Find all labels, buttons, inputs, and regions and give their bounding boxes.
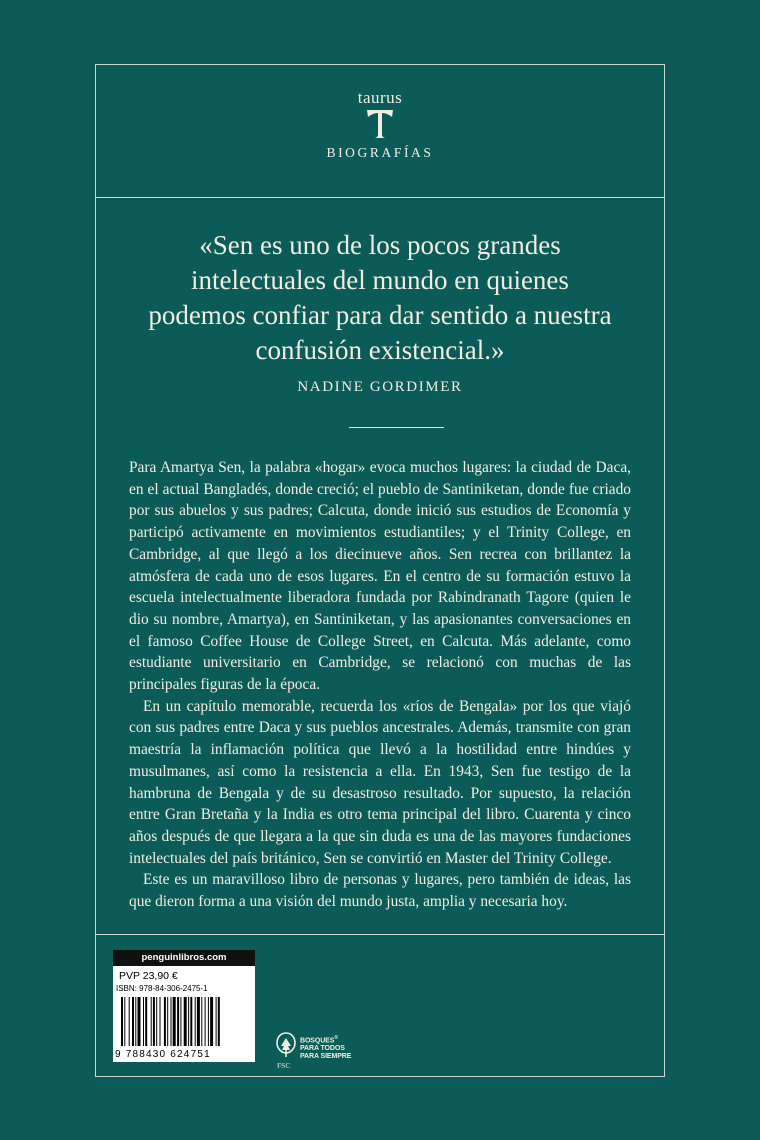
- fsc-label: FSC: [277, 1061, 291, 1070]
- barcode-digits: 9 788430 624751: [115, 1049, 211, 1060]
- quote-rule: [349, 427, 444, 428]
- blurb-quote: [116, 228, 644, 368]
- quote-line: confusión existencial.»: [255, 335, 505, 365]
- quote-line: «Sen es uno de los pocos grandes: [199, 230, 561, 260]
- synopsis-paragraph: Este es un maravilloso libro de personas y lugares, pero también de ideas, las que dieron forma a una visión del mundo justa, amplia y necesaria hoy.: [129, 871, 631, 911]
- quote-line: intelectuales del mundo en quienes: [191, 265, 569, 295]
- barcode-icon: [121, 997, 247, 1046]
- top-divider: [96, 197, 664, 198]
- synopsis: [129, 457, 631, 913]
- fsc-line: PARA TODOS: [300, 1044, 345, 1052]
- quote-line: podemos confiar para dar sentido a nuestra: [148, 300, 612, 330]
- fsc-line: PARA SIEMPRE: [300, 1052, 352, 1060]
- fsc-slogan: [300, 1035, 351, 1060]
- publisher-url: penguinlibros.com: [113, 950, 255, 966]
- back-cover-frame: [95, 64, 665, 1077]
- bottom-divider: [96, 934, 664, 935]
- price: PVP 23,90 €: [119, 970, 178, 982]
- publisher-name: taurus: [357, 88, 403, 107]
- taurus-t-icon: [365, 109, 395, 139]
- quote-author: NADINE GORDIMER: [297, 379, 463, 395]
- fsc-logo: [274, 1031, 384, 1073]
- synopsis-paragraph: En un capítulo memorable, recuerda los «ríos de Bengala» por los que viajó con sus padres entre Daca y sus pueblos ancestrales. Además, transmite con gran maestría la inflamación política que llevó a la hostilidad entre hindúes y musulmanes, así como la resistencia a ella. En 1943, Sen fue testigo de la hambruna de Bengala y de su desastroso resultado. Por supuesto, la relación entre Gran Bretaña y la India es otro tema principal del libro. Cuarenta y cinco años después de que llegara a la que sin duda es una de las mayores fundaciones intelectuales del país británico, Sen se convirtió en Master del Trinity College.: [129, 697, 631, 867]
- fsc-tree-icon: [274, 1031, 298, 1061]
- barcode-label: [113, 950, 255, 1062]
- publisher-logo: [96, 89, 664, 161]
- series-name: BIOGRAFÍAS: [326, 145, 434, 160]
- isbn: ISBN: 978-84-306-2475-1: [116, 984, 208, 993]
- synopsis-paragraph: Para Amartya Sen, la palabra «hogar» evoca muchos lugares: la ciudad de Daca, en el actual Bangladés, donde creció; el pueblo de Santiniketan, donde fue criado por sus abuelos y sus padres; Calcuta, donde inició sus estudios de Economía y participó activamente en movimientos estudiantiles; y el Trinity College, en Cambridge, al que llegó a los diecinueve años. Sen recrea con brillantez la atmósfera de cada uno de esos lugares. En el centro de su formación estuvo la escuela intelectualmente liberadora fundada por Rabindranath Tagore (quien le dio su nombre, Amartya), en Santiniketan, y las apasionantes conversaciones en el famoso Coffee House de College Street, en Calcuta. Más adelante, como estudiante universitario en Cambridge, se relacionó con muchas de las principales figuras de la época.: [129, 459, 631, 694]
- fsc-trademark: ®: [334, 1035, 338, 1041]
- fsc-line: BOSQUES: [300, 1037, 335, 1045]
